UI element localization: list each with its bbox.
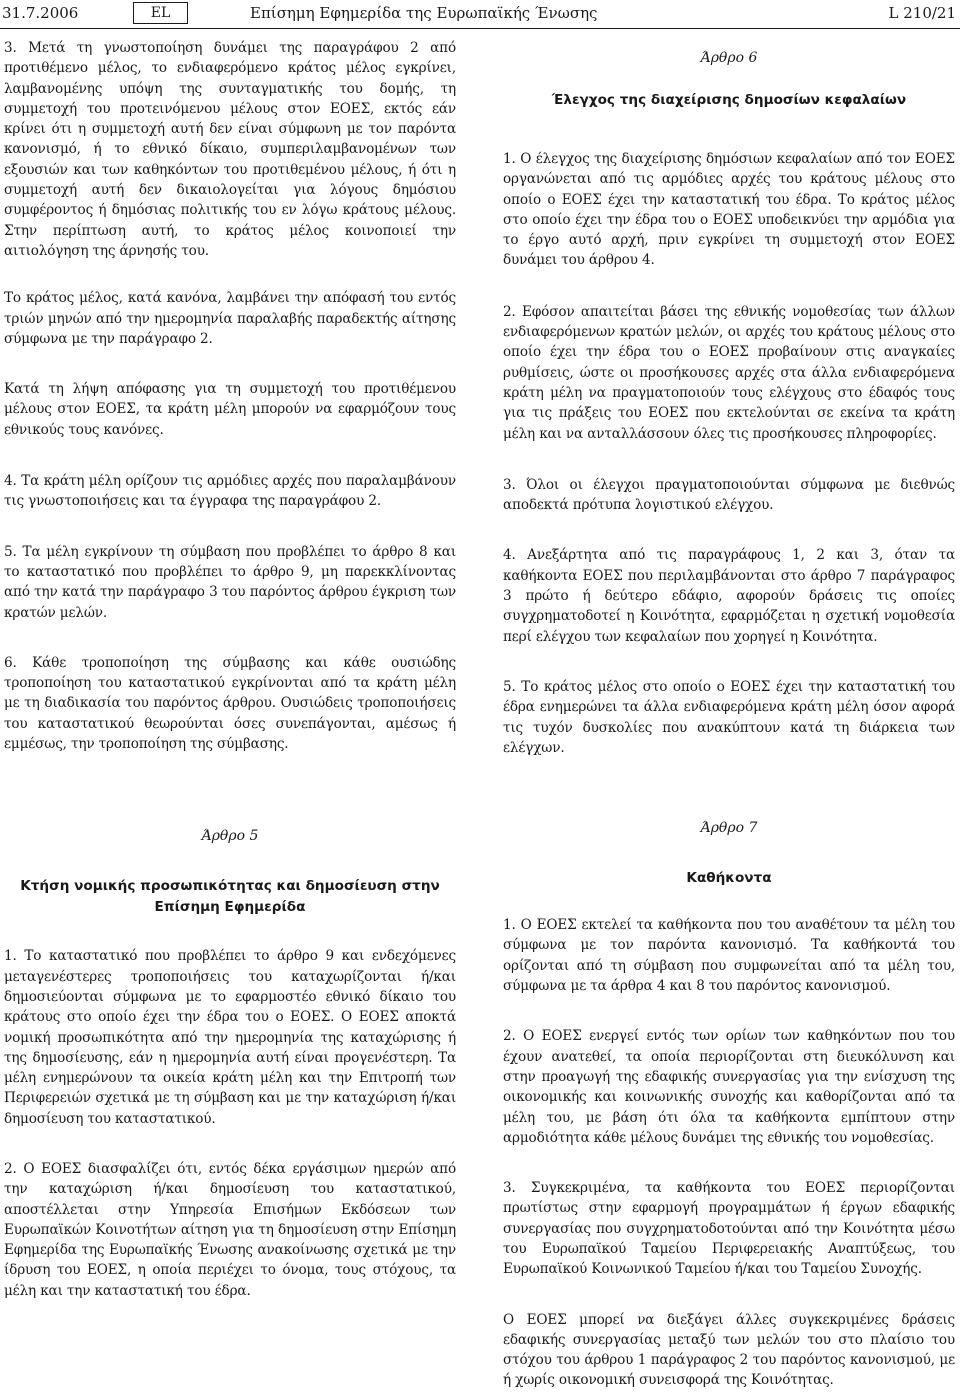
paragraph: 5. Το κράτος μέλος στο οποίο ο ΕΟΕΣ έχει την καταστατική του έδρα ενημερώνει τα άλλα ενδιαφερόμενα κράτη μέλη όσον αφορά τις τυχόν δυσκολίες που ανακύπτουν κατά τη διάρκεια των ελέγχων.: [503, 678, 955, 756]
article-title: Κτήση νομικής προσωπικότητας και δημοσίευση στην Επίσημη Εφημερίδα: [20, 878, 440, 916]
paragraph: 3. Μετά τη γνωστοποίηση δυνάμει της παραγράφου 2 από προτιθέμενο μέλος, το ενδιαφερόμενο κράτος μέλος εγκρίνει, λαμβανομένης υπόψη της συνταγματικής του δομής, τη συμμετοχή του προτεινόμενου μέλους στον ΕΟΕΣ, εκτός εάν κρίνει ότι η συμμετοχή αυτή δεν είναι σύμφωνη με τον παρόντα κανονισμό, ή το εθνικό δίκαιο, συμπεριλαμβανομένων των εξουσιών και των καθηκόντων του προτιθεμένου μέλους, ή ότι η συμμετοχή αυτή δεν δικαιολογείται για λόγους δημόσιου συμφέροντος ή δημόσιας πολιτικής του εν λόγω κράτους μέλους. Στην περίπτωση αυτή, το κράτος μέλος κοινοποιεί την αιτιολόγηση της άρνησής του.: [4, 40, 456, 259]
page-header: [0, 0, 960, 30]
paragraph: 4. Τα κράτη μέλη ορίζουν τις αρμόδιες αρχές που παραλαμβάνουν τις γνωστοποιήσεις και τα έγγραφα της παραγράφου 2.: [4, 473, 456, 510]
paragraph: 6. Κάθε τροποποίηση της σύμβασης και κάθε ουσιώδης τροποποίηση του καταστατικού εγκρίνονται από τα κράτη μέλη με τη διαδικασία του παρόντος άρθρου. Ουσιώδεις τροποποιήσεις του καταστατικού θεωρούνται όσες συνεπάγονται, αμέσως ή εμμέσως, την τροποποίηση της σύμβασης.: [4, 654, 456, 753]
paragraph: Το κράτος μέλος, κατά κανόνα, λαμβάνει την απόφασή του εντός τριών μηνών από την ημερομηνία παραλαβής παραδεκτής αίτησης σύμφωνα με την παράγραφο 2.: [4, 290, 456, 347]
article-number: Άρθρο 5: [201, 828, 259, 845]
paragraph: Κατά τη λήψη απόφασης για τη συμμετοχή του προτιθέμενου μέλους στον ΕΟΕΣ, τα κράτη μέλη μπορούν να εφαρμόζουν τους εθνικούς τους κανόνες.: [4, 381, 456, 438]
journal-title: Επίσημη Εφημερίδα της Ευρωπαϊκής Ένωσης: [250, 4, 598, 22]
paragraph: Ο ΕΟΕΣ μπορεί να διεξάγει άλλες συγκεκριμένες δράσεις εδαφικής συνεργασίας μεταξύ των μελών του στο πλαίσιο του στόχου του άρθρου 1 παράγραφος 2 του παρόντος κανονισμού, με ή χωρίς οικονομική συνεισφορά της Κοινότητας.: [503, 1311, 955, 1389]
paragraph: 2. Εφόσον απαιτείται βάσει της εθνικής νομοθεσίας των άλλων ενδιαφερόμενων κρατών μελών, οι αρχές του κράτους μέλους στο οποίο έχει την έδρα του ο ΕΟΕΣ προβαίνουν στις αναγκαίες ρυθμίσεις, ώστε οι προσήκουσες αρχές στα άλλα ενδιαφερόμενα κράτη μέλη να πραγματοποιούν τους ελέγχους στο έδαφός τους για τις πράξεις του ΕΟΕΣ που εκτελούνται σε εκείνα τα κράτη μέλη και να ανταλλάσσουν όλες τις προσήκουσες πληροφορίες.: [503, 303, 955, 442]
paragraph: 1. Ο ΕΟΕΣ εκτελεί τα καθήκοντα που του αναθέτουν τα μέλη του σύμφωνα με τον παρόντα κανονισμό. Τα καθήκοντά του ορίζονται από τη σύμβαση που συμφωνείται από τα μέλη του, σύμφωνα με τα άρθρα 4 και 8 του παρόντος κανονισμού.: [503, 917, 955, 995]
paragraph: 4. Ανεξάρτητα από τις παραγράφους 1, 2 και 3, όταν τα καθήκοντα ΕΟΕΣ που περιλαμβάνονται στο άρθρο 7 παράγραφος 3 πρώτο ή δεύτερο εδάφιο, αφορούν δράσεις τις οποίες συγχρηματοδοτεί η Κοινότητα, εφαρμόζεται η σχετική νομοθεσία περί ελέγχου των κεφαλαίων που χορηγεί η Κοινότητα.: [503, 547, 955, 645]
left-column: [4, 38, 456, 1301]
paragraph: 3. Όλοι οι έλεγχοι πραγματοποιούνται σύμφωνα με διεθνώς αποδεκτά πρότυπα λογιστικού ελέγχου.: [503, 476, 955, 514]
publication-date: 31.7.2006: [2, 4, 79, 22]
article-title: Καθήκοντα: [686, 870, 772, 887]
paragraph: 3. Συγκεκριμένα, τα καθήκοντα του ΕΟΕΣ περιορίζονται πρωτίστως στην εφαρμογή προγραμμάτων ή έργων εδαφικής συνεργασίας που συγχρηματοδοτούνται από την Κοινότητα μέσω του Ευρωπαϊκού Ταμείου Περιφερειακής Αναπτύξεως, του Ευρωπαϊκού Κοινωνικού Ταμείου ή/και του Ταμείου Συνοχής.: [503, 1180, 955, 1278]
paragraph: 1. Ο έλεγχος της διαχείρισης δημόσιων κεφαλαίων από τον ΕΟΕΣ οργανώνεται από τις αρμόδιες αρχές του κράτους μέλους στο οποίο ο ΕΟΕΣ έχει την καταστατική του έδρα. Το κράτος μέλος στο οποίο έχει την έδρα του ο ΕΟΕΣ υποδεικνύει την αρμόδια για το έργο αυτό αρχή, πριν εγκρίνει τη συμμετοχή στον ΕΟΕΣ δυνάμει του άρθρου 4.: [503, 151, 955, 269]
header-rule: [0, 28, 960, 29]
right-column: [503, 38, 955, 1391]
paragraph: 5. Τα μέλη εγκρίνουν τη σύμβαση που προβλέπει το άρθρο 8 και το καταστατικό που προβλέπει το άρθρο 9, μη παρεκκλίνοντας από την κατά την παράγραφο 3 του παρόντος άρθρου έγκριση των κρατών μελών.: [4, 543, 456, 621]
paragraph: 2. Ο ΕΟΕΣ διασφαλίζει ότι, εντός δέκα εργάσιμων ημερών από την καταχώριση ή/και δημοσίευση του καταστατικού, αποστέλλεται στην Υπηρεσία Επισήμων Εκδόσεων των Ευρωπαϊκών Κοινοτήτων αίτηση για τη δημοσίευση στην Επίσημη Εφημερίδα της Ευρωπαϊκής Ένωσης ανακοίνωσης σχετικά με την ίδρυση του ΕΟΕΣ, η οποία περιέχει το όνομα, τους στόχους, τα μέλη και την καταστατική του έδρα.: [4, 1160, 456, 1299]
issue-reference: L 210/21: [888, 4, 956, 22]
article-number: Άρθρο 7: [700, 820, 758, 837]
article-title: Έλεγχος της διαχείρισης δημοσίων κεφαλαίων: [551, 92, 907, 108]
language-box: EL: [133, 2, 188, 24]
paragraph: 2. Ο ΕΟΕΣ ενεργεί εντός των ορίων των καθηκόντων που του έχουν ανατεθεί, τα οποία περιορίζονται στη διευκόλυνση και στην προαγωγή της εδαφικής συνεργασίας για την ενίσχυση της οικονομικής και κοινωνικής συνοχής και καθορίζονται από τα μέλη του, με βάση ότι όλα τα καθήκοντα εμπίπτουν στην αρμοδιότητα κάθε μέλους δυνάμει της εθνικής του νομοθεσίας.: [503, 1028, 955, 1146]
article-number: Άρθρο 6: [700, 50, 758, 66]
paragraph: 1. Το καταστατικό που προβλέπει το άρθρο 9 και ενδεχόμενες μεταγενέστερες τροποποιήσεις του καταχωρίζονται ή/και δημοσιεύονται σύμφωνα με το εφαρμοστέο εθνικό δίκαιο του κράτους στο οποίο έχει την έδρα του ο ΕΟΕΣ. Ο ΕΟΕΣ αποκτά νομική προσωπικότητα από την ημερομηνία της καταχώρισης ή της δημοσίευσης, εάν η ημερομηνία αυτή είναι προγενέστερη. Τα μέλη ενημερώνουν τα οικεία κράτη μέλη και την Επιτροπή των Περιφερειών σχετικά με τη σύμβαση και με την καταχώριση ή/και δημοσίευση του καταστατικού.: [4, 948, 456, 1127]
